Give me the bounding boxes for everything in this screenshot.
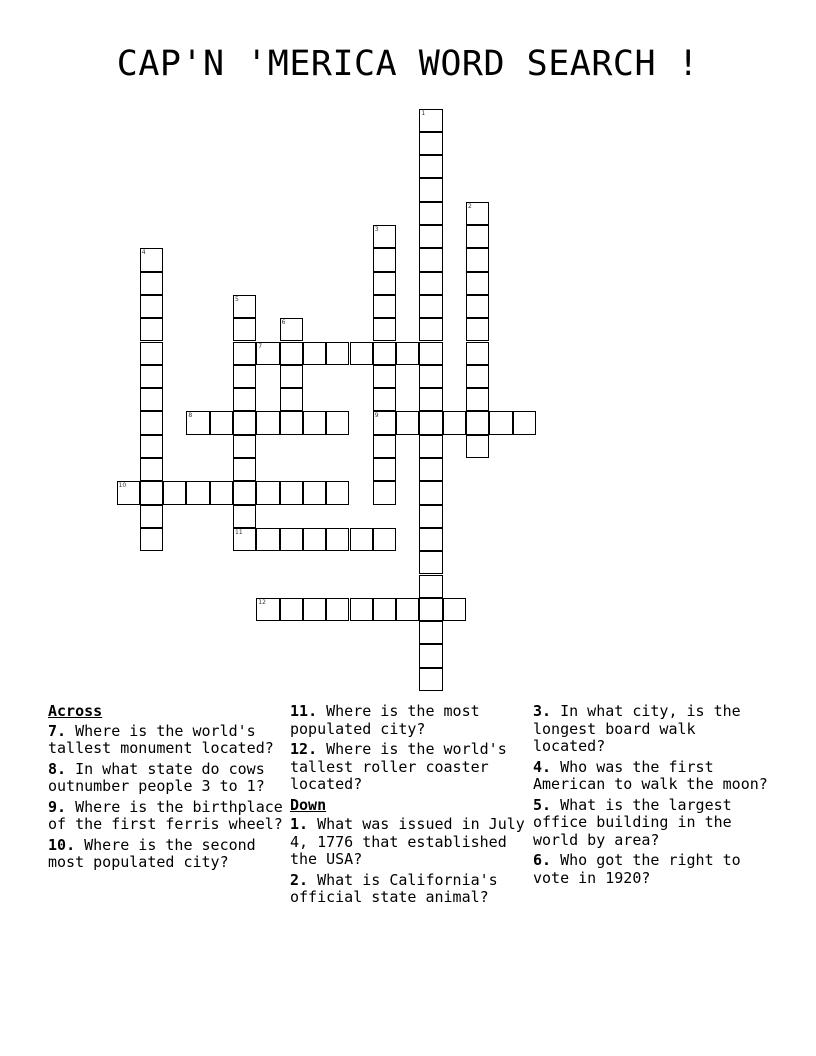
grid-cell[interactable] — [419, 342, 442, 365]
cell-number: 3 — [374, 226, 379, 233]
clue-text: Where is the world's tallest roller coaster located? — [290, 740, 507, 793]
clue-text: Where is the world's tallest monument located? — [48, 721, 274, 757]
clue-down-6: 6. Who got the right to vote in 1920? — [533, 851, 741, 887]
grid-cell[interactable] — [210, 481, 233, 504]
grid-cell[interactable] — [419, 644, 442, 667]
grid-cell[interactable] — [326, 411, 349, 434]
clue-text: What is California's official state animal? — [290, 870, 498, 906]
grid-cell[interactable] — [419, 388, 442, 411]
grid-cell[interactable] — [419, 248, 442, 271]
grid-cell[interactable] — [256, 598, 279, 621]
clue-number: 8 — [48, 759, 58, 778]
grid-cell[interactable] — [140, 388, 163, 411]
grid-cell[interactable] — [233, 318, 256, 341]
grid-cell[interactable] — [140, 435, 163, 458]
clue-down-3: 3. In what city, is the longest board walk located? — [533, 702, 741, 755]
cell-number: 10 — [118, 482, 127, 490]
grid-cell[interactable] — [466, 318, 489, 341]
grid-cell[interactable] — [419, 411, 442, 434]
grid-cell[interactable] — [233, 435, 256, 458]
grid-cell[interactable] — [140, 458, 163, 481]
grid-cell[interactable] — [419, 458, 442, 481]
grid-cell[interactable] — [140, 295, 163, 318]
clue-text: Where is the most populated city? — [290, 702, 480, 738]
clue-number: 4 — [533, 757, 543, 776]
grid-cell[interactable] — [419, 202, 442, 225]
cell-number: 4 — [141, 249, 146, 257]
grid-cell[interactable] — [373, 388, 396, 411]
grid-cell[interactable] — [140, 365, 163, 388]
grid-cell[interactable] — [280, 318, 303, 341]
grid-cell[interactable] — [373, 435, 396, 458]
grid-cell[interactable] — [419, 435, 442, 458]
grid-cell[interactable] — [186, 411, 209, 434]
grid-cell[interactable] — [256, 342, 279, 365]
grid-cell[interactable] — [303, 481, 326, 504]
grid-cell[interactable] — [303, 598, 326, 621]
clue-across-12: 12. Where is the world's tallest roller coaster located? — [290, 740, 507, 793]
grid-cell[interactable] — [140, 411, 163, 434]
grid-cell[interactable] — [350, 342, 373, 365]
grid-cell[interactable] — [233, 528, 256, 551]
grid-cell[interactable] — [280, 365, 303, 388]
clues-column-2 — [290, 703, 526, 910]
clue-across-10: 10. Where is the second most populated city? — [48, 835, 256, 871]
grid-cell[interactable] — [373, 272, 396, 295]
down-heading: Down — [290, 795, 327, 814]
grid-cell[interactable] — [233, 365, 256, 388]
clue-number: 12 — [290, 740, 309, 758]
clue-text: Where is the second most populated city? — [48, 835, 256, 871]
grid-cell[interactable] — [419, 318, 442, 341]
clue-number: 7 — [48, 721, 58, 740]
grid-cell[interactable] — [466, 295, 489, 318]
grid-cell[interactable] — [419, 668, 442, 691]
grid-cell[interactable] — [489, 411, 512, 434]
grid-cell[interactable] — [419, 109, 442, 132]
grid-cell[interactable] — [419, 155, 442, 178]
grid-cell[interactable] — [303, 411, 326, 434]
grid-cell[interactable] — [303, 342, 326, 365]
across-heading: Across — [48, 702, 103, 720]
clue-down-1: 1. What was issued in July 4, 1776 that established the USA? — [290, 815, 525, 868]
clue-number: 5 — [533, 795, 543, 814]
clue-text: Who was the first American to walk the moon? — [533, 757, 768, 793]
grid-cell[interactable] — [233, 458, 256, 481]
grid-cell[interactable] — [466, 365, 489, 388]
grid-cell[interactable] — [396, 411, 419, 434]
grid-cell[interactable] — [233, 342, 256, 365]
grid-cell[interactable] — [280, 411, 303, 434]
grid-cell[interactable] — [233, 505, 256, 528]
cell-number: 12 — [258, 598, 266, 606]
grid-cell[interactable] — [419, 225, 442, 248]
grid-cell[interactable] — [373, 458, 396, 481]
cell-number: 2 — [468, 202, 472, 210]
grid-cell[interactable] — [256, 411, 279, 434]
grid-cell[interactable] — [186, 481, 209, 504]
grid-cell[interactable] — [466, 342, 489, 365]
grid-cell[interactable] — [419, 528, 442, 551]
clue-number: 2 — [290, 870, 300, 889]
grid-cell[interactable] — [466, 202, 489, 225]
grid-cell[interactable] — [140, 272, 163, 295]
grid-cell[interactable] — [373, 295, 396, 318]
grid-cell[interactable] — [280, 598, 303, 621]
grid-cell[interactable] — [466, 272, 489, 295]
grid-cell[interactable] — [373, 365, 396, 388]
grid-cell[interactable] — [396, 598, 419, 621]
grid-cell[interactable] — [419, 132, 442, 155]
grid-cell[interactable] — [256, 528, 279, 551]
cell-number: 6 — [281, 319, 286, 327]
grid-cell[interactable] — [466, 411, 489, 434]
grid-cell[interactable] — [419, 575, 442, 598]
grid-cell[interactable] — [280, 342, 303, 365]
grid-cell[interactable] — [163, 481, 186, 504]
clue-number: 6 — [533, 851, 543, 869]
cell-number: 5 — [235, 295, 239, 303]
clue-text: Where is the birthplace of the first ferris wheel? — [48, 797, 283, 833]
grid-cell[interactable] — [326, 598, 349, 621]
grid-cell[interactable] — [373, 342, 396, 365]
grid-cell[interactable] — [256, 481, 279, 504]
grid-cell[interactable] — [419, 598, 442, 621]
grid-cell[interactable] — [419, 481, 442, 504]
grid-cell[interactable] — [117, 481, 140, 504]
grid-cell[interactable] — [419, 178, 442, 201]
clue-number: 1 — [290, 815, 300, 833]
grid-cell[interactable] — [419, 551, 442, 574]
grid-cell[interactable] — [443, 411, 466, 434]
grid-cell[interactable] — [373, 481, 396, 504]
clue-number: 9 — [48, 797, 58, 816]
grid-cell[interactable] — [140, 318, 163, 341]
grid-cell[interactable] — [373, 598, 396, 621]
grid-cell[interactable] — [233, 411, 256, 434]
grid-cell[interactable] — [466, 248, 489, 271]
grid-cell[interactable] — [280, 481, 303, 504]
clue-text: Who got the right to vote in 1920? — [533, 851, 741, 887]
grid-cell[interactable] — [419, 295, 442, 318]
grid-cell[interactable] — [373, 411, 396, 434]
grid-cell[interactable] — [210, 411, 233, 434]
grid-cell[interactable] — [373, 318, 396, 341]
clue-across-8: 8. In what state do cows outnumber people 3 to 1? — [48, 759, 265, 795]
grid-cell[interactable] — [326, 342, 349, 365]
clue-down-2: 2. What is California's official state animal? — [290, 870, 498, 906]
clue-number: 3 — [533, 702, 543, 720]
grid-cell[interactable] — [513, 411, 536, 434]
clue-down-5: 5. What is the largest office building in the world by area? — [533, 795, 732, 849]
grid-cell[interactable] — [396, 342, 419, 365]
cell-number: 7 — [258, 342, 263, 350]
grid-cell[interactable] — [373, 248, 396, 271]
cell-number: 1 — [421, 109, 426, 117]
grid-cell[interactable] — [350, 598, 373, 621]
grid-cell[interactable] — [466, 225, 489, 248]
grid-cell[interactable] — [140, 481, 163, 504]
clue-across-11: 11. Where is the most populated city? — [290, 702, 480, 738]
clue-text: What was issued in July 4, 1776 that established the USA? — [290, 815, 525, 868]
grid-cell[interactable] — [233, 388, 256, 411]
grid-cell[interactable] — [443, 598, 466, 621]
grid-cell[interactable] — [233, 481, 256, 504]
grid-cell[interactable] — [140, 505, 163, 528]
grid-cell[interactable] — [419, 272, 442, 295]
grid-cell[interactable] — [419, 365, 442, 388]
clue-text: What is the largest office building in the world by area? — [533, 795, 732, 849]
grid-cell[interactable] — [280, 388, 303, 411]
grid-cell[interactable] — [373, 225, 396, 248]
grid-cell[interactable] — [140, 528, 163, 551]
grid-cell[interactable] — [326, 528, 349, 551]
cell-number: 9 — [374, 412, 379, 420]
grid-cell[interactable] — [280, 528, 303, 551]
grid-cell[interactable] — [466, 388, 489, 411]
grid-cell[interactable] — [233, 295, 256, 318]
clue-down-4: 4. Who was the first American to walk the moon? — [533, 757, 768, 793]
grid-cell[interactable] — [373, 528, 396, 551]
clues-column-1 — [48, 703, 283, 875]
clue-across-9: 9. Where is the birthplace of the first ferris wheel? — [48, 797, 283, 833]
grid-cell[interactable] — [326, 481, 349, 504]
grid-cell[interactable] — [140, 342, 163, 365]
grid-cell[interactable] — [140, 248, 163, 271]
clues-column-3 — [533, 703, 769, 890]
clue-across-7: 7. Where is the world's tallest monument located? — [48, 721, 274, 757]
grid-cell[interactable] — [466, 435, 489, 458]
clue-number: 10 — [48, 835, 67, 854]
clue-text: In what city, is the longest board walk located? — [533, 702, 741, 755]
clue-text: In what state do cows outnumber people 3 to 1? — [48, 759, 265, 795]
grid-cell[interactable] — [303, 528, 326, 551]
grid-cell[interactable] — [419, 505, 442, 528]
grid-cell[interactable] — [419, 621, 442, 644]
cell-number: 8 — [188, 412, 193, 420]
clue-number: 11 — [290, 702, 309, 720]
grid-cell[interactable] — [350, 528, 373, 551]
page-title: CAP'N 'MERICA WORD SEARCH ! — [116, 44, 700, 84]
cell-number: 11 — [235, 528, 243, 536]
